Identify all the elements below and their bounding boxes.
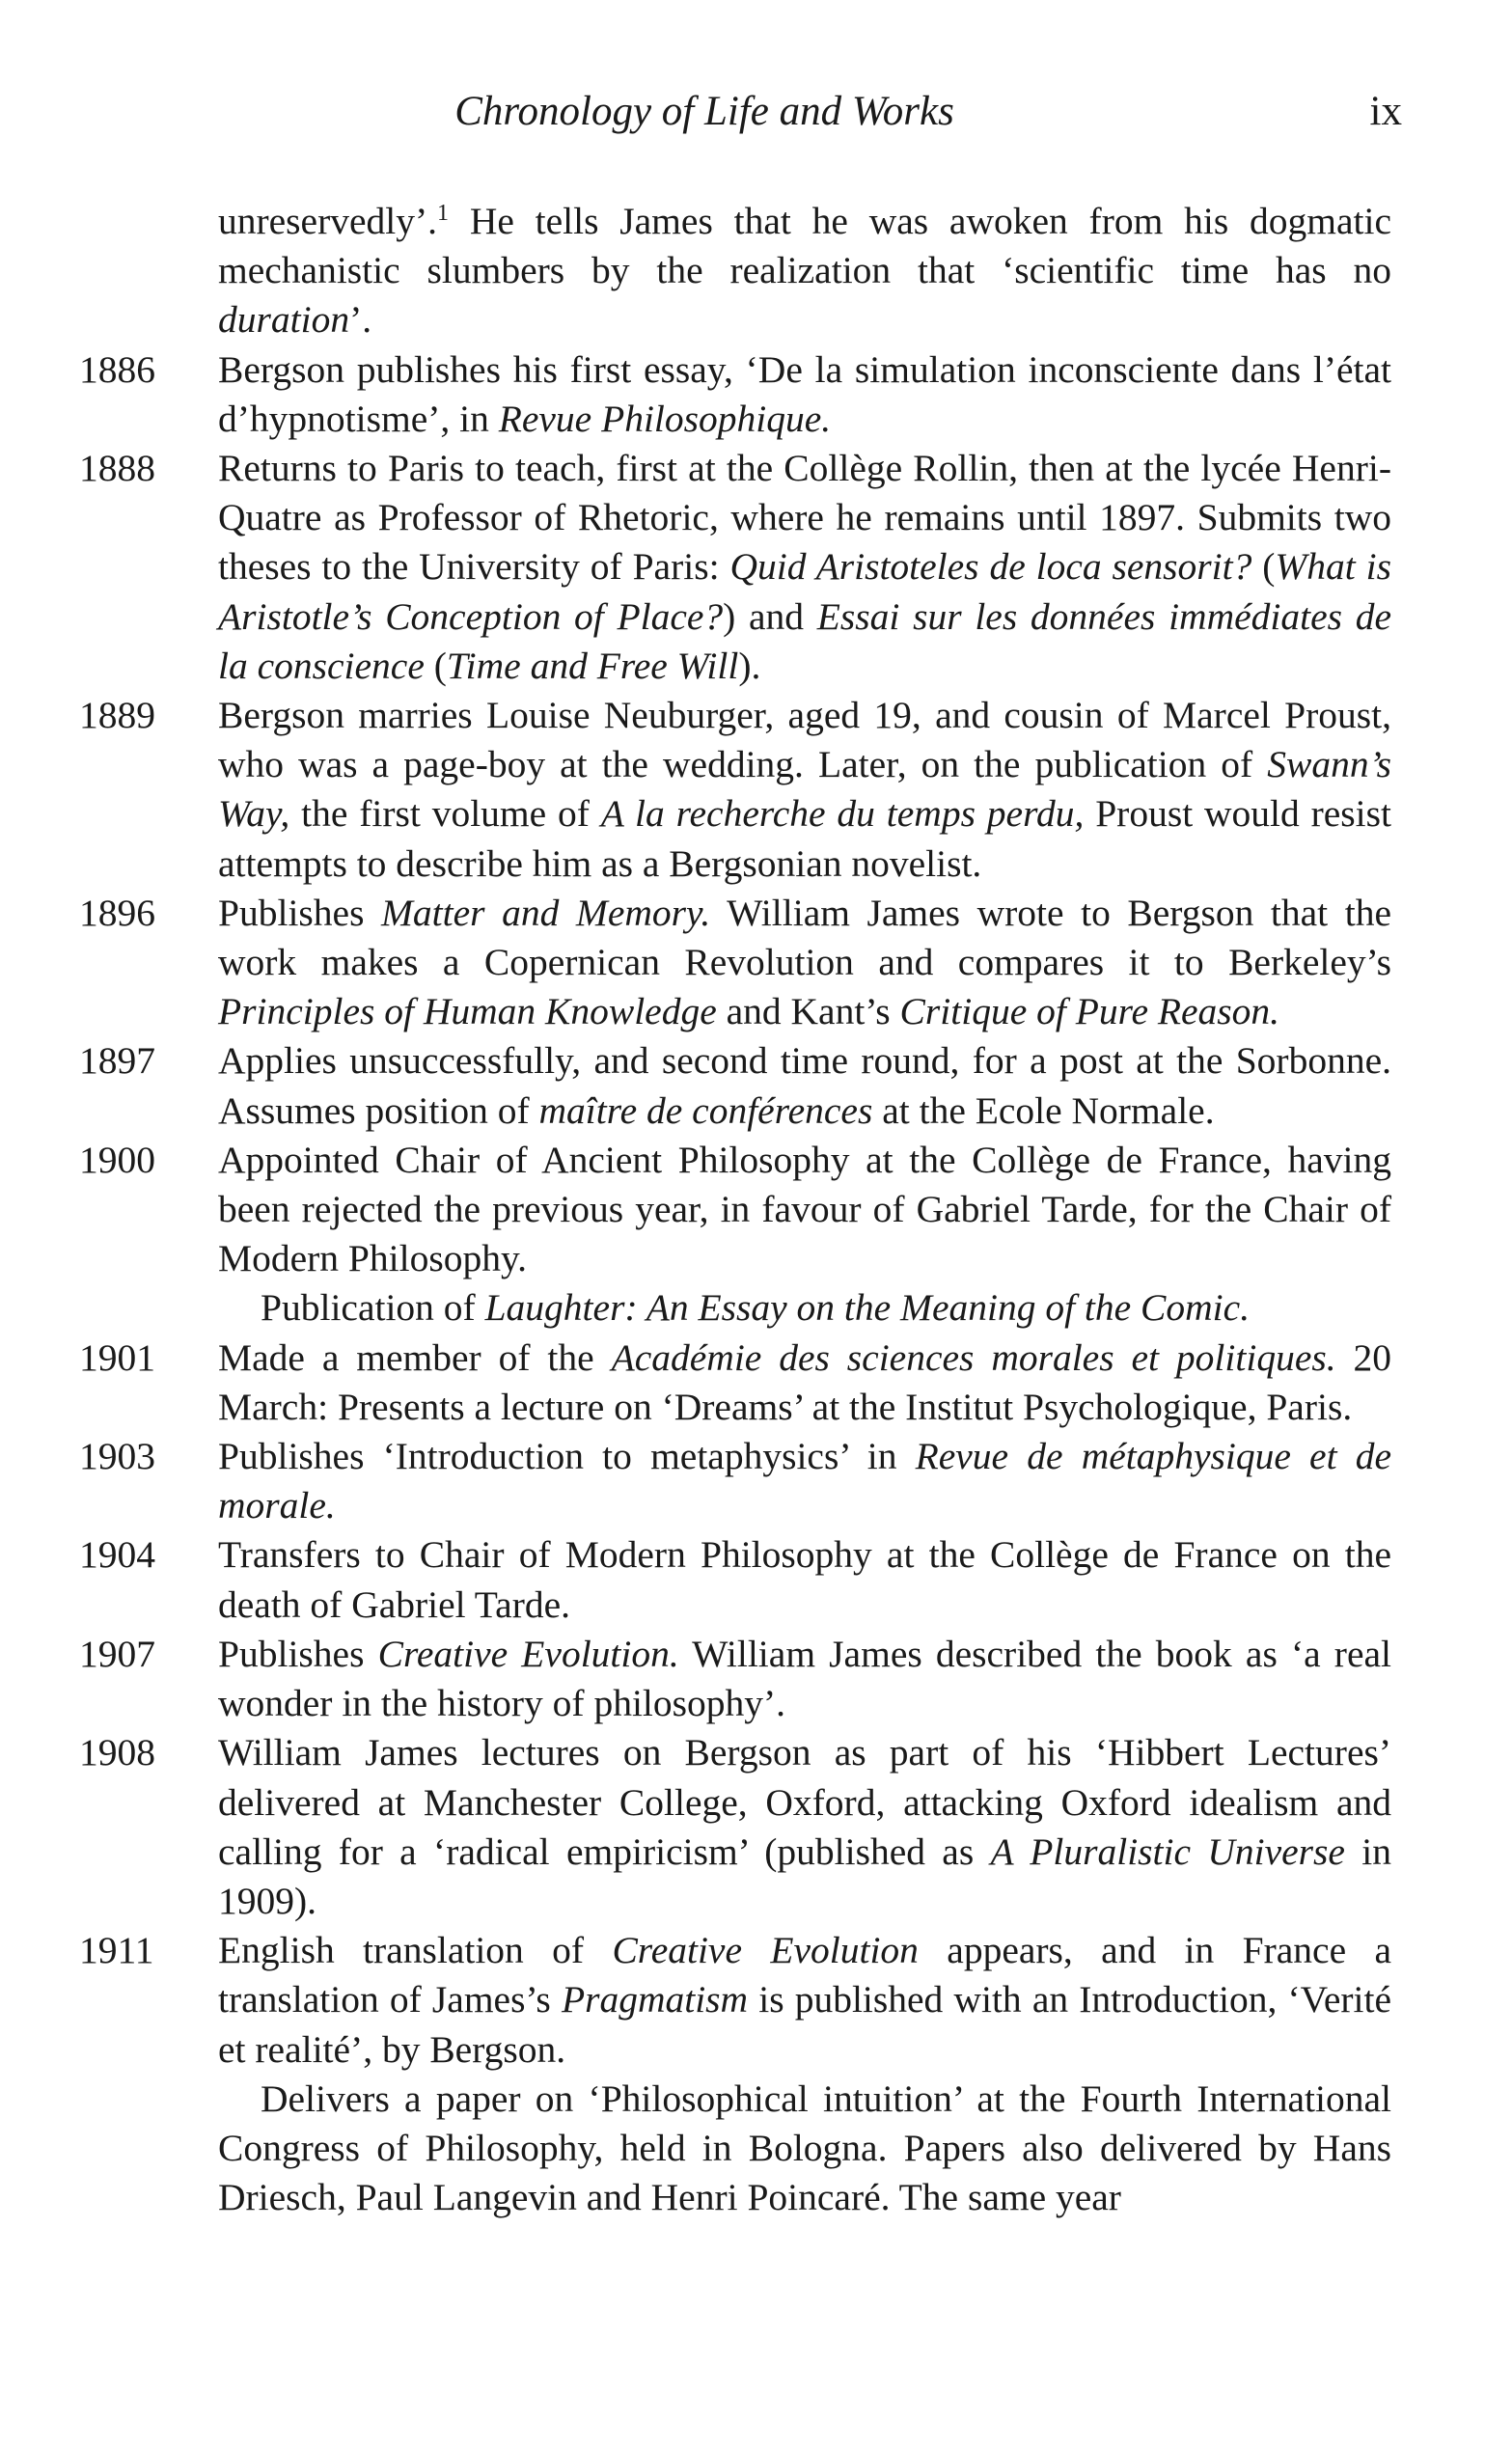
chronology-entry (79, 444, 1391, 691)
entry-text: Publishes ‘Introduction to metaphysics’ in Revue de métaphysique et de morale. (218, 1435, 1391, 1527)
chronology-entry (79, 1136, 1391, 1334)
entry-paragraph: Delivers a paper on ‘Philosophical intuition’ at the Fourth International Congress of Philosophy, held in Bologna. Papers also delivered by Hans Driesch, Paul Langevin and Henri Poincaré. The same year (218, 2077, 1391, 2219)
chronology-entry (79, 1530, 1391, 1629)
entry-text: Bergson marries Louise Neuburger, aged 19, and cousin of Marcel Proust, who was a page-boy at the wedding. Later, on the publication of Swann’s Way, the first volume of A la recherche du temps perdu, Proust would resist attempts to describe him as a Bergsonian novelist. (218, 694, 1391, 885)
chronology-entry (79, 1334, 1391, 1432)
page-number: ix (1369, 89, 1402, 134)
chronology-entry (79, 1432, 1391, 1530)
entry-year: 1903 (79, 1435, 155, 1478)
entry-text: Publishes Creative Evolution. William James described the book as ‘a real wonder in the history of philosophy’. (218, 1632, 1391, 1725)
chronology-entry (79, 1728, 1391, 1926)
entry-text: William James lectures on Bergson as part of his ‘Hibbert Lectures’ delivered at Manchester College, Oxford, attacking Oxford idealism and calling for a ‘radical empiricism’ (published as A Pluralistic Universe in 1909). (218, 1731, 1391, 1922)
entry-year: 1907 (79, 1632, 155, 1675)
chronology-entry (79, 691, 1391, 889)
entry-text: Made a member of the Académie des sciences morales et politiques. 20 March: Presents a lecture on ‘Dreams’ at the Institut Psychologique, Paris. (218, 1335, 1392, 1428)
entry-text: Applies unsuccessfully, and second time round, for a post at the Sorbonne. Assumes position of maître de conférences at the Ecole Normale. (218, 1039, 1391, 1132)
entry-year: 1889 (79, 694, 155, 737)
entry-year: 1896 (79, 891, 155, 934)
entry-year: 1911 (79, 1929, 154, 1972)
entry-text: Publishes Matter and Memory. William James wrote to Bergson that the work makes a Copernican Revolution and compares it to Berkeley’s Principles of Human Knowledge and Kant’s Critique of Pure Reason. (218, 891, 1391, 1033)
entry-text: Transfers to Chair of Modern Philosophy at the Collège de France on the death of Gabriel Tarde. (218, 1533, 1391, 1626)
chronology-entry (79, 1036, 1391, 1135)
entry-paragraph: Publication of Laughter: An Essay on the Meaning of the Comic. (261, 1286, 1251, 1330)
chronology-entry (79, 1926, 1391, 2222)
chronology-entry (79, 345, 1391, 444)
entry-text: English translation of Creative Evolution appears, and in France a translation of James’s Pragmatism is published with an Introduction, ‘Verité et realité’, by Bergson. (218, 1929, 1391, 2071)
entry-year: 1901 (79, 1335, 155, 1379)
entry-year: 1897 (79, 1039, 155, 1083)
running-title: Chronology of Life and Works (454, 89, 954, 134)
entry-year: 1908 (79, 1731, 155, 1774)
chronology-entry (79, 197, 1391, 345)
chronology-entry (79, 889, 1391, 1037)
chronology-list (79, 197, 1391, 2222)
entry-text: Returns to Paris to teach, first at the Collège Rollin, then at the lycée Henri-Quatre as Professor of Rhetoric, where he remains until 1897. Submits two theses to the University of Paris: Quid Aristoteles de loca sensorit? (What is Aristotle’s Conception of Place?) and Essai sur les données immédiates de la conscience (Time and Free Will). (218, 447, 1391, 687)
entry-text: unreservedly’.$^1$ He tells James that he was awoken from his dogmatic mechanistic slumbers by the realization that ‘scientific time has no duration’. (218, 200, 1391, 342)
entry-year: 1900 (79, 1138, 155, 1181)
entry-text: Appointed Chair of Ancient Philosophy at the Collège de France, having been rejected the previous year, in favour of Gabriel Tarde, for the Chair of Modern Philosophy. (218, 1138, 1391, 1280)
entry-text: Bergson publishes his first essay, ‘De la simulation inconsciente dans l’état d’hypnotisme’, in Revue Philosophique. (218, 347, 1391, 440)
entry-year: 1886 (79, 347, 155, 391)
running-head (0, 83, 1512, 141)
chronology-entry (79, 1630, 1391, 1728)
entry-year: 1888 (79, 447, 155, 490)
entry-year: 1904 (79, 1533, 155, 1577)
